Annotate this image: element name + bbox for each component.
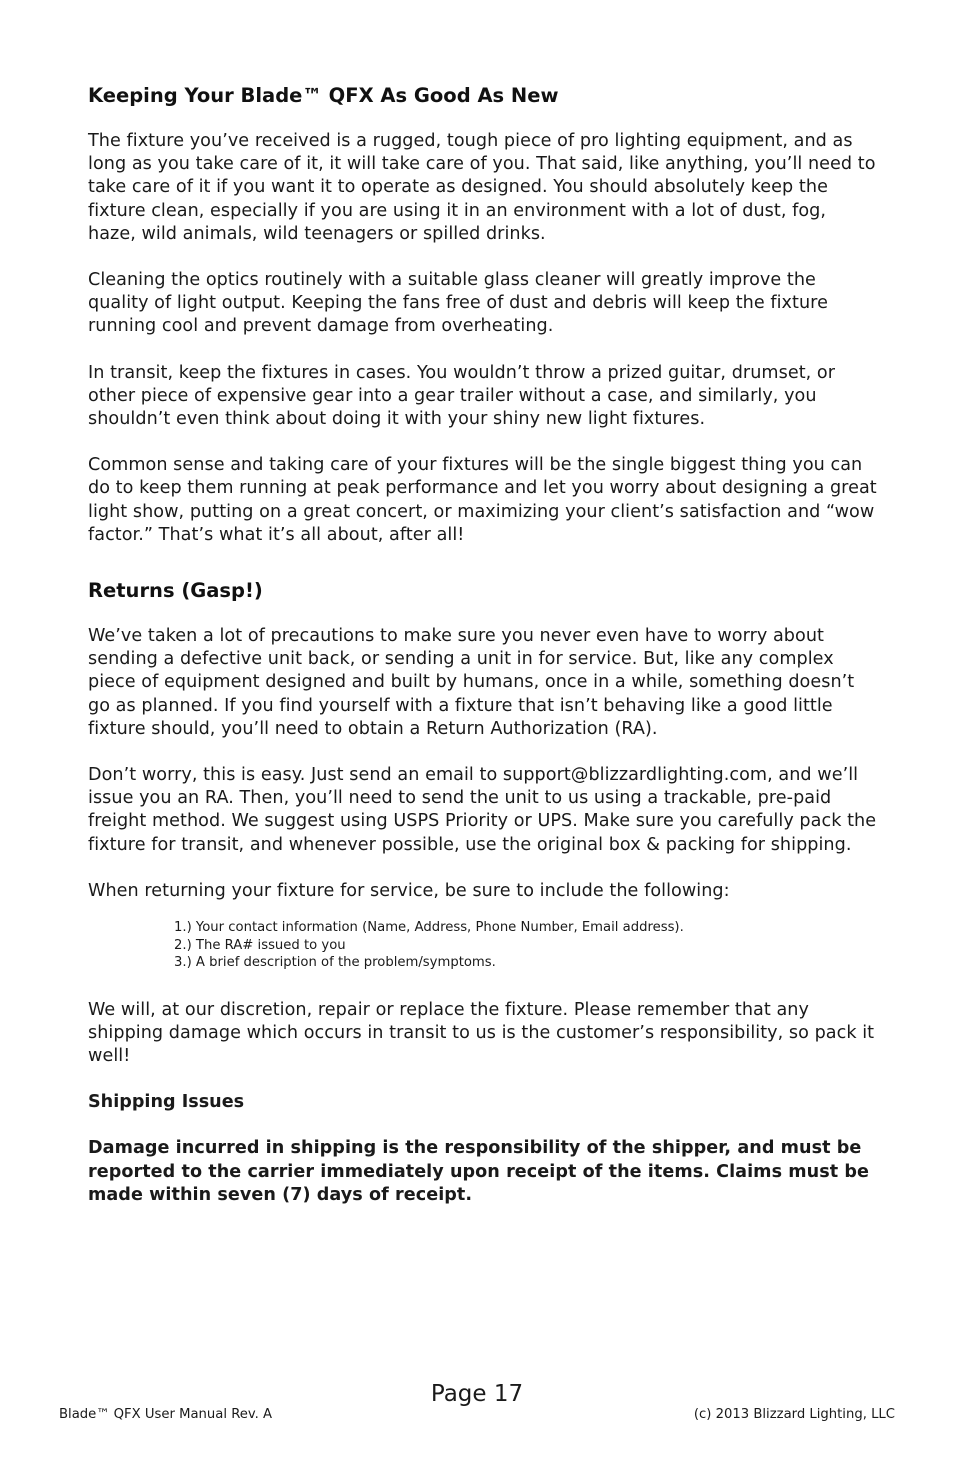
shipping-issues-text: Damage incurred in shipping is the responsibility of the shipper, and must be reported to the carrier immediately upon receipt of the items. Claims must be made within seven (7) days of receipt. [88, 1138, 870, 1205]
page-number: Page 17 [430, 1381, 524, 1407]
care-paragraph-1: The fixture you’ve received is a rugged, tough piece of pro lighting equipment, and as long as you take care of it, it will take care of you. That said, like anything, you’ll need to take care of it if you want it to operate as designed. You should absolutely keep the fixture clean, especially if you are using it in an environment with a lot of dust, fog, haze, wild animals, wild teenagers or spilled drinks. [88, 131, 876, 244]
page-content [88, 82, 878, 1230]
footer-copyright: (c) 2013 Blizzard Lighting, LLC [693, 1407, 895, 1422]
returns-paragraph-1: We’ve taken a lot of precautions to make sure you never even have to worry about sending a defective unit back, or sending a unit in for service. But, like any complex piece of equipment designed and built by humans, once in a while, something doesn’t go as planned. If you find yourself with a fixture that isn’t behaving like a good little fixture should, you’ll need to obtain a Return Authorization (RA). [88, 626, 855, 739]
section-title-returns: Returns (Gasp!) [88, 579, 263, 603]
list-item: 1.) Your contact information (Name, Address, Phone Number, Email address). [174, 920, 684, 936]
list-item: 2.) The RA# issued to you [174, 937, 346, 953]
returns-paragraph-3: When returning your fixture for service, be sure to include the following: [88, 880, 730, 901]
shipping-issues-title: Shipping Issues [88, 1092, 245, 1113]
returns-paragraph-2: Don’t worry, this is easy. Just send an email to support@blizzardlighting.com, and we’ll issue you an RA. Then, you’ll need to send the unit to us using a trackable, pre-paid freight method. We suggest using USPS Priority or UPS. Make sure you carefully pack the fixture for transit, and whenever possible, use the original box & packing for shipping. [88, 765, 877, 855]
section-title-care: Keeping Your Blade™ QFX As Good As New [88, 84, 559, 107]
return-checklist [174, 919, 878, 972]
list-item: 3.) A brief description of the problem/symptoms. [174, 955, 496, 971]
care-paragraph-4: Common sense and taking care of your fixtures will be the single biggest thing you can do to keep them running at peak performance and let you worry about designing a great light show, putting on a great concert, or maximizing your client’s satisfaction and “wow factor.” That’s what it’s all about, after all! [88, 455, 877, 545]
care-paragraph-2: Cleaning the optics routinely with a suitable glass cleaner will greatly improve the quality of light output. Keeping the fans free of dust and debris will keep the fixture running cool and prevent damage from overheating. [88, 270, 828, 337]
footer-manual-title: Blade™ QFX User Manual Rev. A [59, 1407, 273, 1422]
care-paragraph-3: In transit, keep the fixtures in cases. You wouldn’t throw a prized guitar, drumset, or other piece of expensive gear into a gear trailer without a case, and similarly, you shouldn’t even think about doing it with your shiny new light fixtures. [88, 362, 836, 430]
returns-closing: We will, at our discretion, repair or replace the fixture. Please remember that any shipping damage which occurs in transit to us is the customer’s responsibility, so pack it well! [88, 999, 875, 1067]
